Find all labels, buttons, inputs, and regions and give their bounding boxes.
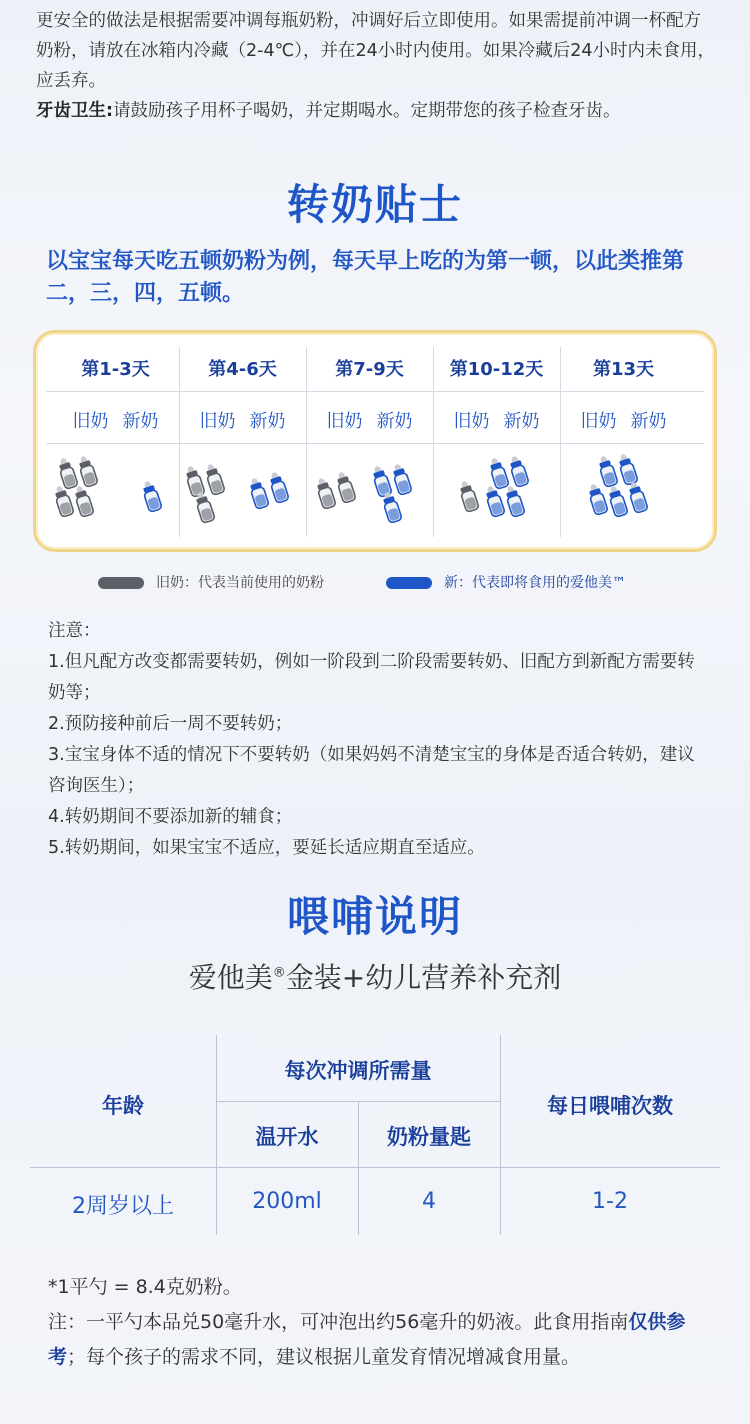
- scoop-footnote: *1平勺 = 8.4克奶粉。: [48, 1276, 242, 1298]
- legend-new: [386, 572, 626, 592]
- bottle-group: [179, 453, 306, 543]
- day-label: 第7-9天: [335, 359, 404, 380]
- old-milk-label: 旧奶: [453, 411, 490, 432]
- product-name-a: 爱他美: [188, 961, 273, 994]
- old-milk-label: 旧奶: [580, 411, 617, 432]
- old-milk-bottle-icon: [314, 476, 336, 509]
- new-milk-label: 新奶: [122, 411, 159, 432]
- legend-new-swatch: [386, 577, 432, 589]
- note-item: 5.转奶期间，如果宝宝不适应，要延长适应期直至适应。: [48, 838, 485, 858]
- new-milk-bottle-icon: [370, 464, 392, 497]
- note-item: 2.预防接种前后一周不要转奶；: [48, 714, 293, 734]
- old-milk-label: 旧奶: [326, 411, 363, 432]
- storage-paragraph: 更安全的做法是根据需要冲调每瓶奶粉，冲调好后立即使用。如果需提前冲调一杯配方奶粉，请放在冰箱内冷藏（2-4℃），并在24小时内使用。如果冷藏后24小时内未食用，应丢弃。: [36, 11, 716, 91]
- new-milk-label: 新奶: [376, 411, 413, 432]
- day-label: 第1-3天: [81, 359, 150, 380]
- water-header: 温开水: [255, 1125, 319, 1149]
- note-item: 4.转奶期间不要添加新的辅食；: [48, 807, 293, 827]
- new-milk-label: 新奶: [630, 411, 667, 432]
- new-milk-bottle-icon: [487, 456, 509, 489]
- per-serving-header: 每次冲调所需量: [284, 1059, 432, 1083]
- intro-text: [36, 6, 716, 126]
- notes: [48, 616, 708, 864]
- bottle-group: [560, 453, 687, 543]
- dental-text: 请鼓励孩子用杯子喝奶，并定期喝水。定期带您的孩子检查牙齿。: [113, 101, 621, 121]
- old-milk-bottle-icon: [334, 470, 356, 503]
- old-milk-bottle-icon: [56, 456, 78, 489]
- dental-label: 牙齿卫生:: [36, 101, 113, 121]
- notes-heading: 注意：: [48, 621, 101, 641]
- dental-paragraph: [36, 96, 716, 126]
- new-milk-bottle-icon: [503, 484, 525, 517]
- old-milk-label: 旧奶: [199, 411, 236, 432]
- legend-new-label: 新：代表即将食用的爱他美™: [444, 575, 626, 591]
- divider: [46, 391, 704, 392]
- old-new-labels: [179, 407, 306, 433]
- guide-footnote-b: ；每个孩子的需求不同，建议根据儿童发育情况增减食用量。: [67, 1346, 581, 1368]
- table-line: [216, 1101, 500, 1102]
- old-milk-bottle-icon: [72, 484, 94, 517]
- feeding-table: [30, 1035, 720, 1235]
- bottle-group: [433, 453, 560, 543]
- tips-title: 转奶贴士: [286, 180, 463, 229]
- new-milk-bottle-icon: [390, 462, 412, 495]
- old-milk-bottle-icon: [203, 462, 225, 495]
- day-label: 第13天: [592, 359, 655, 380]
- old-new-labels: [433, 407, 560, 433]
- new-milk-bottle-icon: [140, 479, 162, 512]
- day-label: 第10-12天: [449, 359, 544, 380]
- table-line: [30, 1167, 720, 1168]
- bottle-group: [306, 453, 433, 543]
- times-header: 每日喂哺次数: [547, 1094, 673, 1118]
- old-milk-bottle-icon: [183, 464, 205, 497]
- old-milk-label: 旧奶: [72, 411, 109, 432]
- new-milk-bottle-icon: [606, 484, 628, 517]
- product-name-b: 金装+幼儿营养补充剂: [285, 961, 562, 994]
- day-label: 第4-6天: [208, 359, 277, 380]
- registered-mark: ®: [272, 965, 286, 981]
- guide-footnote-a: 注：一平勺本品兑50毫升水，可冲泡出约56毫升的奶液。此食用指南: [48, 1311, 629, 1333]
- water-cell: 200ml: [252, 1189, 322, 1214]
- scoop-cell: 4: [422, 1189, 436, 1214]
- age-cell: 2周岁以上: [72, 1194, 174, 1219]
- old-new-labels: [306, 407, 433, 433]
- product-name: [0, 956, 750, 996]
- old-milk-bottle-icon: [76, 454, 98, 487]
- times-cell: 1-2: [592, 1189, 628, 1214]
- legend-old-label: 旧奶：代表当前使用的奶粉: [156, 575, 324, 591]
- guide-footnote: [48, 1305, 708, 1375]
- feeding-title: 喂哺说明: [286, 892, 463, 941]
- old-new-labels: [52, 407, 179, 433]
- new-milk-bottle-icon: [626, 480, 648, 513]
- note-item: 1.但凡配方改变都需要转奶，例如一阶段到二阶段需要转奶、旧配方到新配方需要转奶等；: [48, 652, 695, 703]
- legend-old-swatch: [98, 577, 144, 589]
- old-new-labels: [560, 407, 687, 433]
- new-milk-label: 新奶: [249, 411, 286, 432]
- new-milk-bottle-icon: [616, 453, 638, 485]
- transition-schedule: [33, 330, 717, 552]
- new-milk-bottle-icon: [586, 482, 608, 515]
- scoop-header: 奶粉量匙: [387, 1125, 471, 1149]
- divider: [46, 443, 704, 444]
- new-milk-label: 新奶: [503, 411, 540, 432]
- new-milk-bottle-icon: [596, 454, 618, 487]
- new-milk-bottle-icon: [267, 470, 289, 503]
- new-milk-bottle-icon: [507, 454, 529, 487]
- old-milk-bottle-icon: [457, 479, 479, 512]
- bottle-group: [52, 453, 179, 543]
- age-header: 年龄: [102, 1094, 144, 1118]
- new-milk-bottle-icon: [483, 484, 505, 517]
- note-item: 3.宝宝身体不适的情况下不要转奶（如果妈妈不清楚宝宝的身体是否适合转奶，建议咨询医生）；: [48, 745, 695, 796]
- footnotes: [48, 1270, 708, 1375]
- old-milk-bottle-icon: [52, 484, 74, 517]
- tips-lead: 以宝宝每天吃五顿奶粉为例，每天早上吃的为第一顿，以此类推第二，三，四，五顿。: [46, 249, 685, 306]
- legend-old: [98, 572, 324, 592]
- reference-only: 仅供参考: [48, 1311, 686, 1368]
- new-milk-bottle-icon: [247, 476, 269, 509]
